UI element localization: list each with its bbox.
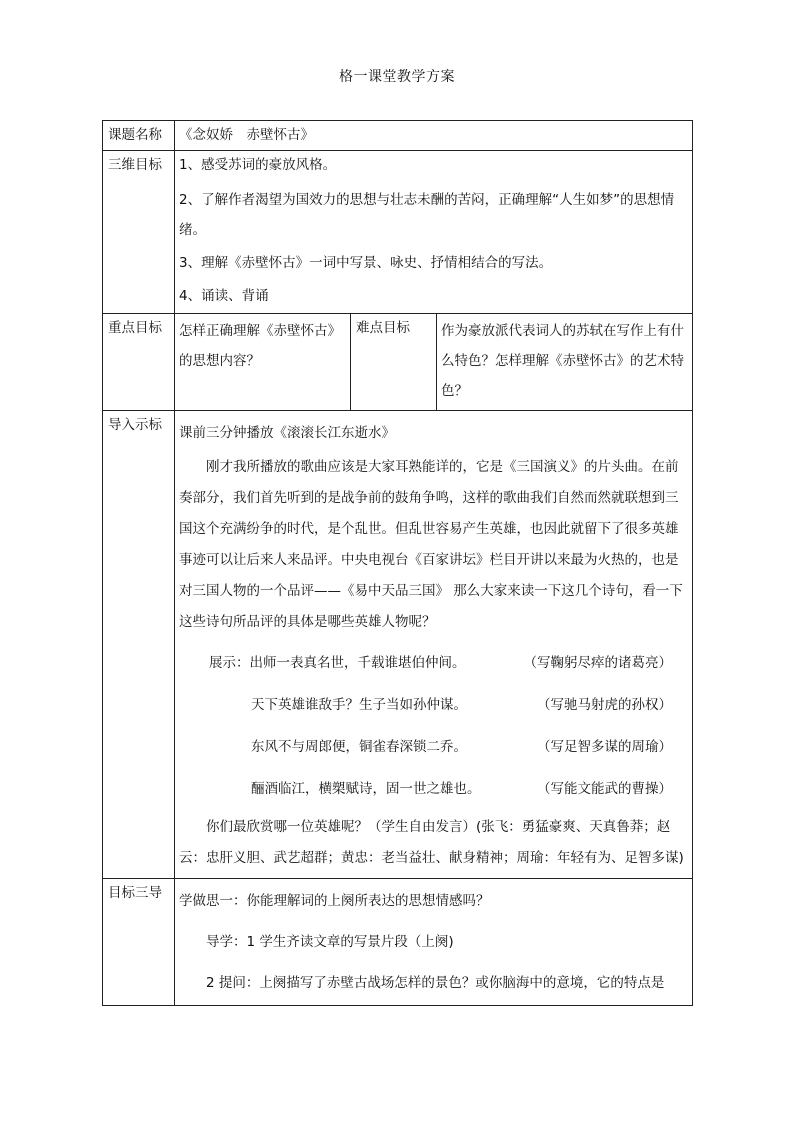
- key-value: 怎样正确理解《赤壁怀古》的思想内容？: [175, 314, 351, 411]
- row-goals: [103, 151, 693, 314]
- goals-content: [175, 151, 693, 314]
- intro-line-1: 课前三分钟播放《滚滚长江东逝水》: [179, 425, 395, 441]
- intro-paragraph-1: 刚才我所播放的歌曲应该是大家耳熟能详的，它是《三国演义》的片头曲。在前奏部分，我们首先听到的是战争前的鼓角争鸣，这样的歌曲我们自然而然就联想到三国这个充满纷争的时代，是个乱世。但乱世容易产生英雄，也因此就留下了很多英雄事迹可以让后来人来品评。中央电视台《百家讲坛》栏目开讲以来最为火热的，也是对三国人物的一个品评——《易中天品三国》 那么大家来读一下这几个诗句，看一下这些诗句所品评的具体是哪些英雄人物呢？: [179, 459, 683, 630]
- goal-item-1: 1、感受苏词的豪放风格。: [179, 157, 337, 173]
- showcase-text: 东风不与周郎便，铜雀春深锁二乔。: [251, 739, 467, 755]
- showcase-note: （写驰马射虎的孙权）: [537, 697, 672, 713]
- goal-item-2: 2、了解作者渴望为国效力的思想与壮志未酬的苦闷，正确理解“人生如梦”的思想情绪。: [179, 192, 675, 238]
- showcase-text: 酾酒临江，横槊赋诗，固一世之雄也。: [251, 781, 481, 797]
- guide-label: 目标三导: [103, 879, 175, 1006]
- intro-paragraph-2: 你们最欣赏哪一位英雄呢？（学生自由发言）(张飞：勇猛豪爽、天真鲁莽；赵云：忠肝义胆、武艺超群；黄忠：老当益壮、献身精神；周瑜：年轻有为、足智多谋): [179, 819, 684, 866]
- difficulty-value: 作为豪放派代表词人的苏轼在写作上有什么特色？怎样理解《赤壁怀古》的艺术特色？: [437, 314, 693, 411]
- showcase-note: （写鞠躬尽瘁的诸葛亮）: [523, 655, 672, 671]
- guide-line-1: 学做思一：你能理解词的上阕所表达的思想情感吗？: [179, 893, 490, 909]
- showcase-row: [179, 726, 688, 768]
- showcase-list: [179, 642, 688, 810]
- guide-line-2: 导学：1 学生齐读文章的写景片段（上阕): [206, 934, 454, 950]
- goals-label: 三维目标: [103, 151, 175, 314]
- guide-content: [175, 879, 693, 1006]
- lesson-plan-table: [102, 120, 693, 1006]
- goal-item-4: 4、诵读、背诵: [179, 288, 269, 304]
- row-topic: [103, 121, 693, 151]
- row-intro: [103, 411, 693, 879]
- goal-item-3: 3、理解《赤壁怀古》一词中写景、咏史、抒情相结合的写法。: [179, 255, 553, 271]
- showcase-note: （写能文能武的曹操）: [537, 781, 672, 797]
- row-key-points: [103, 314, 693, 411]
- guide-line-3: 2 提问：上阕描写了赤壁古战场怎样的景色？或你脑海中的意境，它的特点是: [206, 975, 665, 991]
- showcase-text: 展示：出师一表真名世，千载谁堪伯仲间。: [209, 655, 466, 671]
- showcase-text: 天下英雄谁敌手？生子当如孙仲谋。: [251, 697, 467, 713]
- showcase-row: [179, 684, 688, 726]
- intro-label: 导入示标: [103, 411, 175, 879]
- topic-label: 课题名称: [103, 121, 175, 151]
- row-guide: [103, 879, 693, 1006]
- difficulty-label: 难点目标: [351, 314, 437, 411]
- intro-content: [175, 411, 693, 879]
- showcase-row: [179, 642, 688, 684]
- topic-value: 《念奴娇 赤壁怀古》: [175, 121, 693, 151]
- document-title: 格一课堂教学方案: [339, 69, 455, 85]
- showcase-row: [179, 768, 688, 810]
- key-label: 重点目标: [103, 314, 175, 411]
- showcase-note: （写足智多谋的周瑜）: [537, 739, 672, 755]
